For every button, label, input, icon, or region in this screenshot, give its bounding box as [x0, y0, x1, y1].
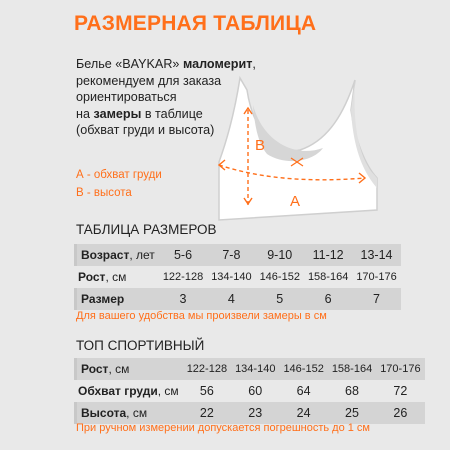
size-cell: 3	[159, 288, 207, 310]
chest-cell: 60	[248, 384, 263, 398]
measure-b-label: B	[255, 137, 266, 154]
size-cell: 6	[304, 288, 352, 310]
table-row	[74, 380, 425, 402]
length-cell: 23	[231, 402, 279, 424]
table-row	[74, 402, 425, 424]
intro-bold-measure: замеры	[93, 106, 142, 121]
table-row	[74, 288, 401, 310]
age-cell: 11-12	[304, 244, 352, 266]
top-section-title: ТОП СПОРТИВНЫЙ	[76, 338, 205, 353]
intro-bold-small: маломерит	[182, 57, 253, 71]
tolerance-note: При ручном измерении допускается погрешность до 1 см	[76, 422, 370, 434]
height-cell: 170-176	[376, 358, 424, 380]
intro-line2: рекомендуем для заказа	[76, 73, 222, 88]
height-cell: 122-128	[162, 271, 204, 283]
size-cell: 7	[352, 288, 400, 310]
length-cell: 22	[183, 402, 231, 424]
length-cell: 24	[279, 402, 327, 424]
measure-legend	[76, 166, 162, 202]
intro-line3: ориентироваться	[76, 90, 177, 104]
sports-top-diagram	[205, 70, 380, 235]
height-cell: 170-176	[356, 271, 397, 283]
age-cell: 7-8	[207, 244, 255, 266]
legend-b: В - высота	[76, 187, 132, 199]
size-cell: 5	[256, 288, 304, 310]
table-row	[74, 266, 401, 288]
sizes-table	[74, 244, 401, 310]
intro-line5: (обхват груди и высота)	[76, 123, 215, 137]
height-cell: 158-164	[328, 358, 376, 380]
sizes-section-title: ТАБЛИЦА РАЗМЕРОВ	[76, 222, 217, 237]
height-cell: 146-152	[259, 271, 300, 283]
height-cell: 134-140	[231, 358, 279, 380]
height-cell: 158-164	[307, 271, 349, 283]
intro-line4: на	[76, 106, 94, 121]
top-table	[74, 358, 425, 424]
length-cell: 26	[376, 402, 424, 424]
chest-cell: 56	[199, 384, 214, 398]
height-cell: 134-140	[211, 271, 252, 283]
intro-line4-rest: в таблице	[141, 106, 203, 121]
page-title: РАЗМЕРНАЯ ТАБЛИЦА	[74, 12, 317, 35]
top-height-label: Рост, см	[74, 358, 183, 380]
table-row	[74, 358, 425, 380]
age-cell: 9-10	[256, 244, 304, 266]
length-label: Высота, см	[74, 402, 183, 424]
age-cell: 13-14	[352, 244, 400, 266]
chest-cell: 68	[345, 384, 359, 398]
size-cell: 4	[207, 288, 255, 310]
size-label: Размер	[74, 288, 159, 310]
intro-line1: Белье «BAYKAR»	[76, 57, 183, 71]
length-cell: 25	[328, 402, 376, 424]
chest-label: Обхват груди, см	[78, 384, 179, 398]
measure-a-label: A	[290, 193, 301, 210]
height-cell: 122-128	[183, 358, 231, 380]
height-label: Рост, см	[78, 270, 127, 284]
chest-cell: 72	[393, 384, 408, 398]
table-row	[74, 244, 401, 266]
intro-comma: ,	[252, 57, 256, 71]
legend-a: А - обхват груди	[76, 169, 162, 181]
age-cell: 5-6	[159, 244, 207, 266]
age-label: Возраст, лет	[74, 244, 159, 266]
measure-note: Для вашего удобства мы произвели замеры в см	[76, 310, 327, 322]
chest-cell: 64	[296, 384, 311, 398]
height-cell: 146-152	[279, 358, 327, 380]
